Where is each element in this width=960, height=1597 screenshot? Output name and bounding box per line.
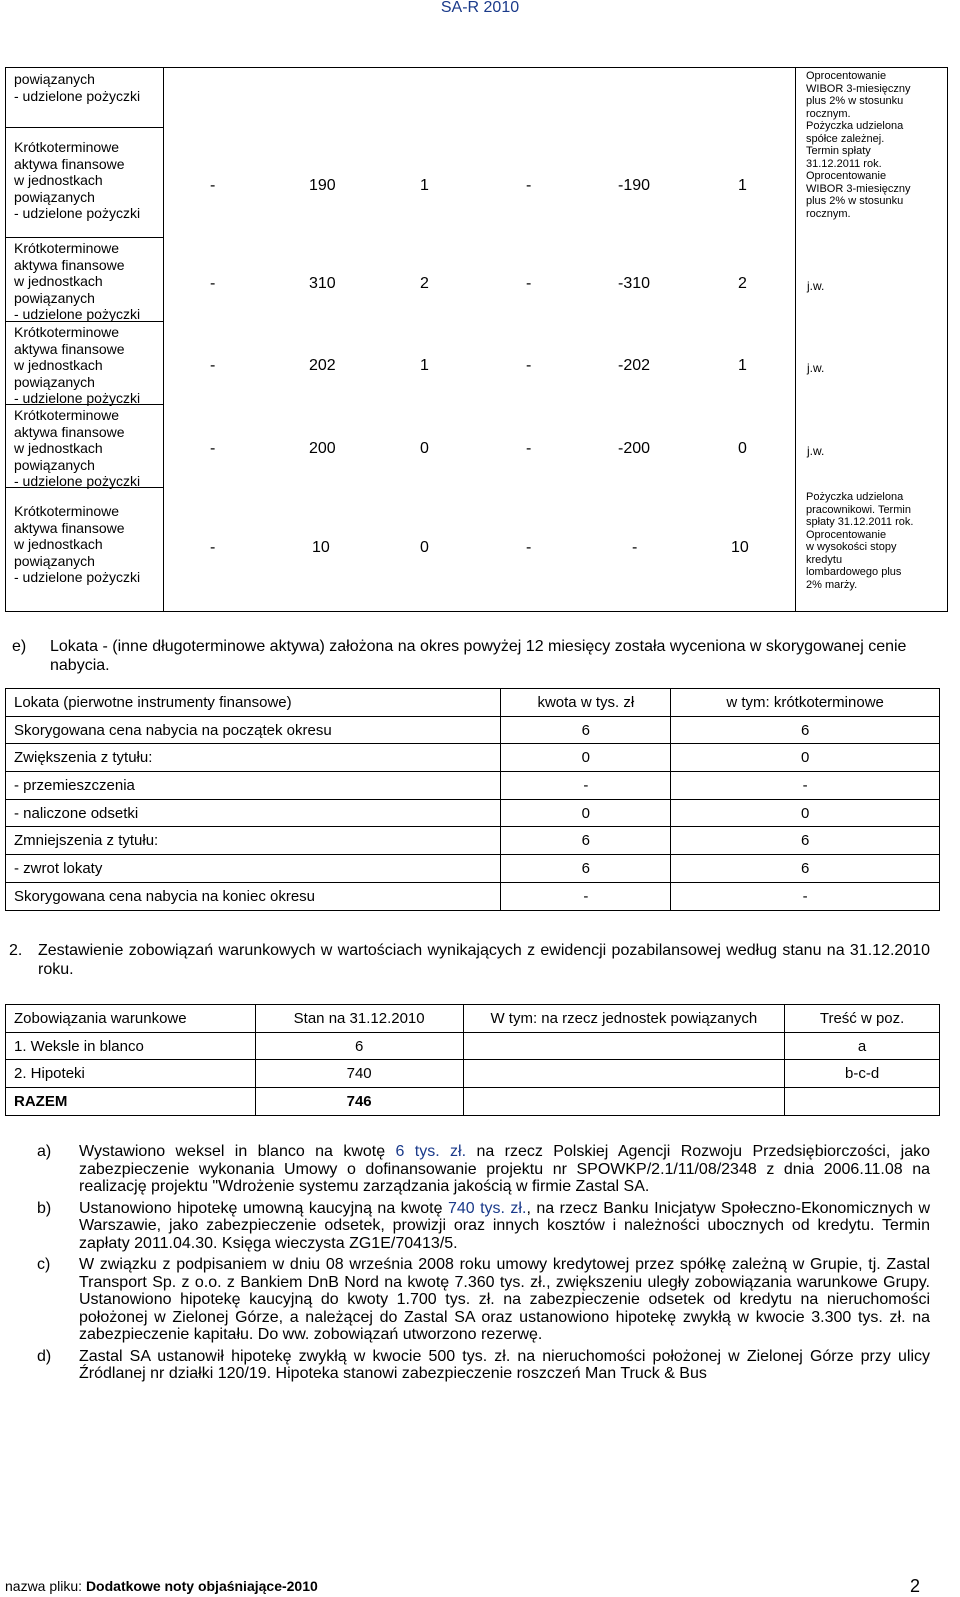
text-segment: Ustanowiono hipotekę umowną kaucyjną na kwotę bbox=[79, 1199, 448, 1217]
paragraph-text: Lokata - (inne długoterminowe aktywa) założona na okres powyżej 12 miesięcy została wyceniona w skorygowanej cenie nabycia. bbox=[50, 638, 907, 674]
section-text: Zestawienie zobowiązań warunkowych w wartościach wynikających z ewidencji pozabilansowej według stanu na 31.12.2010 roku. bbox=[38, 942, 930, 978]
header-cell: w tym: krótkoterminowe bbox=[671, 689, 940, 717]
table-cell bbox=[785, 1088, 940, 1116]
notes-list bbox=[5, 1143, 930, 1387]
label-line: Krótkoterminowe bbox=[14, 324, 120, 340]
header-cell: Treść w poz. bbox=[785, 1005, 940, 1033]
cell-value: 310 bbox=[309, 275, 336, 292]
table-cell: 2. Hipoteki bbox=[6, 1060, 256, 1088]
list-item bbox=[5, 1143, 930, 1196]
table-cell: 740 bbox=[255, 1060, 463, 1088]
row-note: j.w. bbox=[807, 361, 825, 375]
cell-value: 10 bbox=[731, 539, 749, 556]
cell-value: - bbox=[210, 440, 216, 457]
table-cell bbox=[463, 1032, 785, 1060]
loans-table bbox=[5, 67, 948, 612]
label-line: - udzielone pożyczki bbox=[14, 205, 141, 221]
table-row-label bbox=[14, 503, 159, 586]
cell-value: 190 bbox=[309, 177, 336, 194]
table-cell: 6 bbox=[255, 1032, 463, 1060]
table-row-label bbox=[14, 240, 159, 323]
cell-value: 0 bbox=[738, 440, 747, 457]
list-marker: d) bbox=[37, 1347, 52, 1365]
list-item-text bbox=[79, 1200, 930, 1253]
cell-value: - bbox=[210, 275, 216, 292]
table-row bbox=[6, 827, 940, 855]
list-marker: a) bbox=[37, 1143, 52, 1160]
cell-value: - bbox=[210, 539, 216, 556]
list-marker: e) bbox=[12, 638, 27, 655]
label-line: powiązanych bbox=[14, 188, 95, 205]
table-row bbox=[6, 772, 940, 800]
note-line: spółce zależnej. bbox=[806, 132, 885, 145]
table-cell bbox=[463, 1088, 785, 1116]
cell-value: - bbox=[210, 177, 216, 194]
label-line: aktywa finansowe bbox=[14, 423, 125, 440]
column-divider bbox=[795, 68, 796, 611]
label-line: w jednostkach bbox=[14, 536, 103, 552]
note-line: plus 2% w stosunku bbox=[806, 95, 904, 107]
note-line: Oprocentowanie bbox=[806, 70, 887, 82]
label-line: w jednostkach bbox=[14, 172, 103, 188]
cell-value: -310 bbox=[618, 275, 651, 292]
text-segment: na rzecz Polskiej Agencji Rozwoju Przedsiębiorczości, jako zabezpieczenie wykonania Umowy o dofinansowanie projektu nr SPOWKP/2.1/11/08/2348 z dnia 2006.11.08 na realizację projektu "Wdrożenie systemu zarządzania jakością w firmie Zastal SA. bbox=[79, 1143, 931, 1195]
table-row bbox=[6, 716, 940, 744]
label-line: - udzielone pożyczki bbox=[14, 569, 141, 585]
row-divider bbox=[6, 127, 164, 128]
table-cell: 1. Weksle in blanco bbox=[6, 1032, 256, 1060]
page-footer bbox=[5, 1578, 318, 1594]
page-number: 2 bbox=[910, 1576, 921, 1596]
note-line: lombardowego plus bbox=[806, 566, 902, 578]
note-line: pracownikowi. Termin bbox=[806, 503, 911, 516]
label-line: aktywa finansowe bbox=[14, 256, 125, 273]
label-line: - udzielone pożyczki bbox=[14, 87, 141, 104]
table-cell: Zwiększenia z tytułu: bbox=[6, 744, 501, 772]
column-divider bbox=[163, 68, 164, 611]
note-line: WIBOR 3-miesięczny bbox=[806, 82, 911, 95]
cell-value: 1 bbox=[738, 357, 747, 374]
label-line: powiązanych bbox=[14, 373, 95, 390]
row-divider bbox=[6, 237, 164, 238]
note-line: 2% marży. bbox=[806, 578, 858, 591]
table-row-label bbox=[14, 139, 159, 222]
cell-value: - bbox=[526, 275, 532, 292]
table-row bbox=[6, 882, 940, 910]
list-item-text bbox=[79, 1143, 930, 1196]
note-line: Pożyczka udzielona bbox=[806, 120, 904, 132]
cell-value: 10 bbox=[312, 539, 330, 556]
label-line: w jednostkach bbox=[14, 440, 103, 456]
label-line: Krótkoterminowe bbox=[14, 139, 120, 155]
table-header-row bbox=[6, 1005, 940, 1033]
note-line: kredytu bbox=[806, 553, 843, 566]
table-cell: - bbox=[501, 882, 671, 910]
table-cell bbox=[463, 1060, 785, 1088]
table-row bbox=[6, 1032, 940, 1060]
label-line: - udzielone pożyczki bbox=[14, 390, 141, 406]
table-cell: - naliczone odsetki bbox=[6, 799, 501, 827]
table-cell: Skorygowana cena nabycia na początek okresu bbox=[6, 716, 501, 744]
cell-value: 1 bbox=[420, 357, 429, 374]
label-line: - udzielone pożyczki bbox=[14, 473, 141, 489]
list-item bbox=[5, 1200, 930, 1253]
note-line: Oprocentowanie bbox=[806, 170, 887, 182]
text-segment: Wystawiono weksel in blanco na kwotę bbox=[79, 1143, 396, 1160]
note-line: Pożyczka udzielona bbox=[806, 491, 904, 503]
label-line: - udzielone pożyczki bbox=[14, 306, 141, 322]
cell-value: - bbox=[526, 177, 532, 194]
header-cell: Stan na 31.12.2010 bbox=[255, 1005, 463, 1033]
label-line: Krótkoterminowe bbox=[14, 503, 120, 519]
label-line: powiązanych bbox=[14, 289, 95, 306]
cell-value: - bbox=[526, 539, 532, 556]
table-cell: - zwrot lokaty bbox=[6, 855, 501, 883]
table-cell: 6 bbox=[501, 827, 671, 855]
table-cell: Skorygowana cena nabycia na koniec okresu bbox=[6, 882, 501, 910]
table-row bbox=[6, 1088, 940, 1116]
row-note bbox=[806, 491, 946, 591]
cell-value: - bbox=[526, 440, 532, 457]
note-line: WIBOR 3-miesięczny bbox=[806, 182, 911, 195]
cell-value: 1 bbox=[420, 177, 429, 194]
list-item-text bbox=[79, 1348, 930, 1383]
table-cell: 6 bbox=[671, 855, 940, 883]
cell-value: - bbox=[632, 539, 638, 556]
section-2-heading bbox=[5, 941, 930, 979]
page-header-title: SA-R 2010 bbox=[440, 0, 520, 16]
label-line: aktywa finansowe bbox=[14, 155, 125, 172]
table-row-label bbox=[14, 407, 159, 490]
table-cell: 0 bbox=[501, 799, 671, 827]
cell-value: - bbox=[526, 357, 532, 374]
table-cell: b-c-d bbox=[785, 1060, 940, 1088]
note-line: plus 2% w stosunku bbox=[806, 195, 904, 207]
section-number: 2. bbox=[9, 942, 23, 959]
cell-value: 2 bbox=[738, 275, 747, 292]
label-line: aktywa finansowe bbox=[14, 519, 125, 536]
label-line: powiązanych bbox=[14, 456, 95, 473]
cell-value: -190 bbox=[618, 177, 651, 194]
highlighted-amount: 6 tys. zł. bbox=[395, 1143, 467, 1160]
contingent-liabilities-table bbox=[5, 1004, 940, 1116]
row-note: j.w. bbox=[807, 444, 825, 458]
text-segment: W związku z podpisaniem w dniu 08 września 2008 roku umowy kredytowej przez spółkę zależną w Grupie, tj. Zastal Transport Sp. z o.o. z Bankiem DnB Nord na kwotę 7.360 tys. zł., zwiększeniu uległy zobowiązania warunkowe Grupy. Ustanowiono hipotekę kaucyjną do kwoty 1.700 tys. zł. na zabezpieczenie odsetek od kredytu na nieruchomości położonej w Zielonej Górze, a należącej do Zastal SA oraz ustanowiono hipotekę zwykłą w kwocie 3.300 tys. zł. na zabezpieczenie kapitału. Do ww. zobowiązań utworzono rezerwę. bbox=[79, 1256, 930, 1343]
table-row bbox=[6, 799, 940, 827]
header-cell: kwota w tys. zł bbox=[501, 689, 671, 717]
cell-value: 0 bbox=[420, 539, 429, 556]
table-cell: - bbox=[501, 772, 671, 800]
cell-value: 202 bbox=[309, 357, 336, 374]
deposit-table bbox=[5, 688, 940, 911]
table-cell: a bbox=[785, 1032, 940, 1060]
table-cell: 746 bbox=[255, 1088, 463, 1116]
table-cell: 6 bbox=[501, 716, 671, 744]
note-line: w wysokości stopy bbox=[806, 541, 897, 553]
table-cell: 0 bbox=[501, 744, 671, 772]
table-row bbox=[6, 1060, 940, 1088]
table-cell: 0 bbox=[671, 799, 940, 827]
footer-filename: Dodatkowe noty objaśniające-2010 bbox=[85, 1578, 318, 1594]
cell-value: 1 bbox=[738, 177, 747, 194]
table-header-row bbox=[6, 689, 940, 717]
header-cell: W tym: na rzecz jednostek powiązanych bbox=[463, 1005, 785, 1033]
label-line: Krótkoterminowe bbox=[14, 240, 120, 256]
note-line: rocznym. bbox=[806, 207, 851, 220]
note-line: rocznym. bbox=[806, 107, 851, 120]
table-row-label bbox=[14, 71, 159, 104]
text-segment: , na rzecz Banku Inicjatyw Społeczno-Ekonomicznych w Warszawie, jako zabezpieczenie odsetek, prowizji oraz innych kosztów i należności ubocznych od kredytu. Termin zapłaty 2011.04.30. Księga wieczysta ZG1E/70413/5. bbox=[79, 1199, 930, 1252]
paragraph-e bbox=[12, 637, 932, 675]
table-cell: RAZEM bbox=[6, 1088, 256, 1116]
footer-label: nazwa pliku: bbox=[5, 1578, 86, 1594]
label-line: aktywa finansowe bbox=[14, 340, 125, 357]
list-item bbox=[5, 1348, 930, 1383]
table-cell: Zmniejszenia z tytułu: bbox=[6, 827, 501, 855]
table-cell: - przemieszczenia bbox=[6, 772, 501, 800]
text-segment: Zastal SA ustanowił hipotekę zwykłą w kwocie 500 tys. zł. na nieruchomości położonej w Zielonej Górze przy ulicy Źródlanej nr działki 120/19. Hipoteka stanowi zabezpieczenie roszczeń Man Truck & Bus bbox=[79, 1347, 930, 1382]
cell-value: 0 bbox=[420, 440, 429, 457]
row-note bbox=[806, 70, 946, 220]
note-line: Oprocentowanie bbox=[806, 528, 887, 541]
table-cell: - bbox=[671, 772, 940, 800]
note-line: spłaty 31.12.2011 rok. bbox=[806, 516, 914, 528]
table-row-label bbox=[14, 324, 159, 407]
cell-value: -202 bbox=[618, 357, 651, 374]
label-line: w jednostkach bbox=[14, 357, 103, 373]
highlighted-amount: 740 tys. zł. bbox=[447, 1199, 527, 1217]
label-line: powiązanych bbox=[14, 71, 95, 87]
label-line: powiązanych bbox=[14, 552, 95, 569]
cell-value: 2 bbox=[420, 275, 429, 292]
list-item-text bbox=[79, 1256, 930, 1344]
list-item bbox=[5, 1256, 930, 1344]
list-marker: b) bbox=[37, 1199, 52, 1217]
row-note: j.w. bbox=[807, 279, 825, 293]
table-cell: 0 bbox=[671, 744, 940, 772]
cell-value: 200 bbox=[309, 440, 336, 457]
table-cell: - bbox=[671, 882, 940, 910]
table-cell: 6 bbox=[501, 855, 671, 883]
note-line: 31.12.2011 rok. bbox=[806, 157, 882, 170]
header-cell: Zobowiązania warunkowe bbox=[6, 1005, 256, 1033]
label-line: w jednostkach bbox=[14, 273, 103, 289]
header-cell: Lokata (pierwotne instrumenty finansowe) bbox=[6, 689, 501, 717]
table-row bbox=[6, 744, 940, 772]
table-row bbox=[6, 855, 940, 883]
cell-value: - bbox=[210, 357, 216, 374]
label-line: Krótkoterminowe bbox=[14, 407, 120, 423]
list-marker: c) bbox=[37, 1256, 51, 1273]
table-cell: 6 bbox=[671, 827, 940, 855]
cell-value: -200 bbox=[618, 440, 651, 457]
table-cell: 6 bbox=[671, 716, 940, 744]
note-line: Termin spłaty bbox=[806, 145, 871, 157]
